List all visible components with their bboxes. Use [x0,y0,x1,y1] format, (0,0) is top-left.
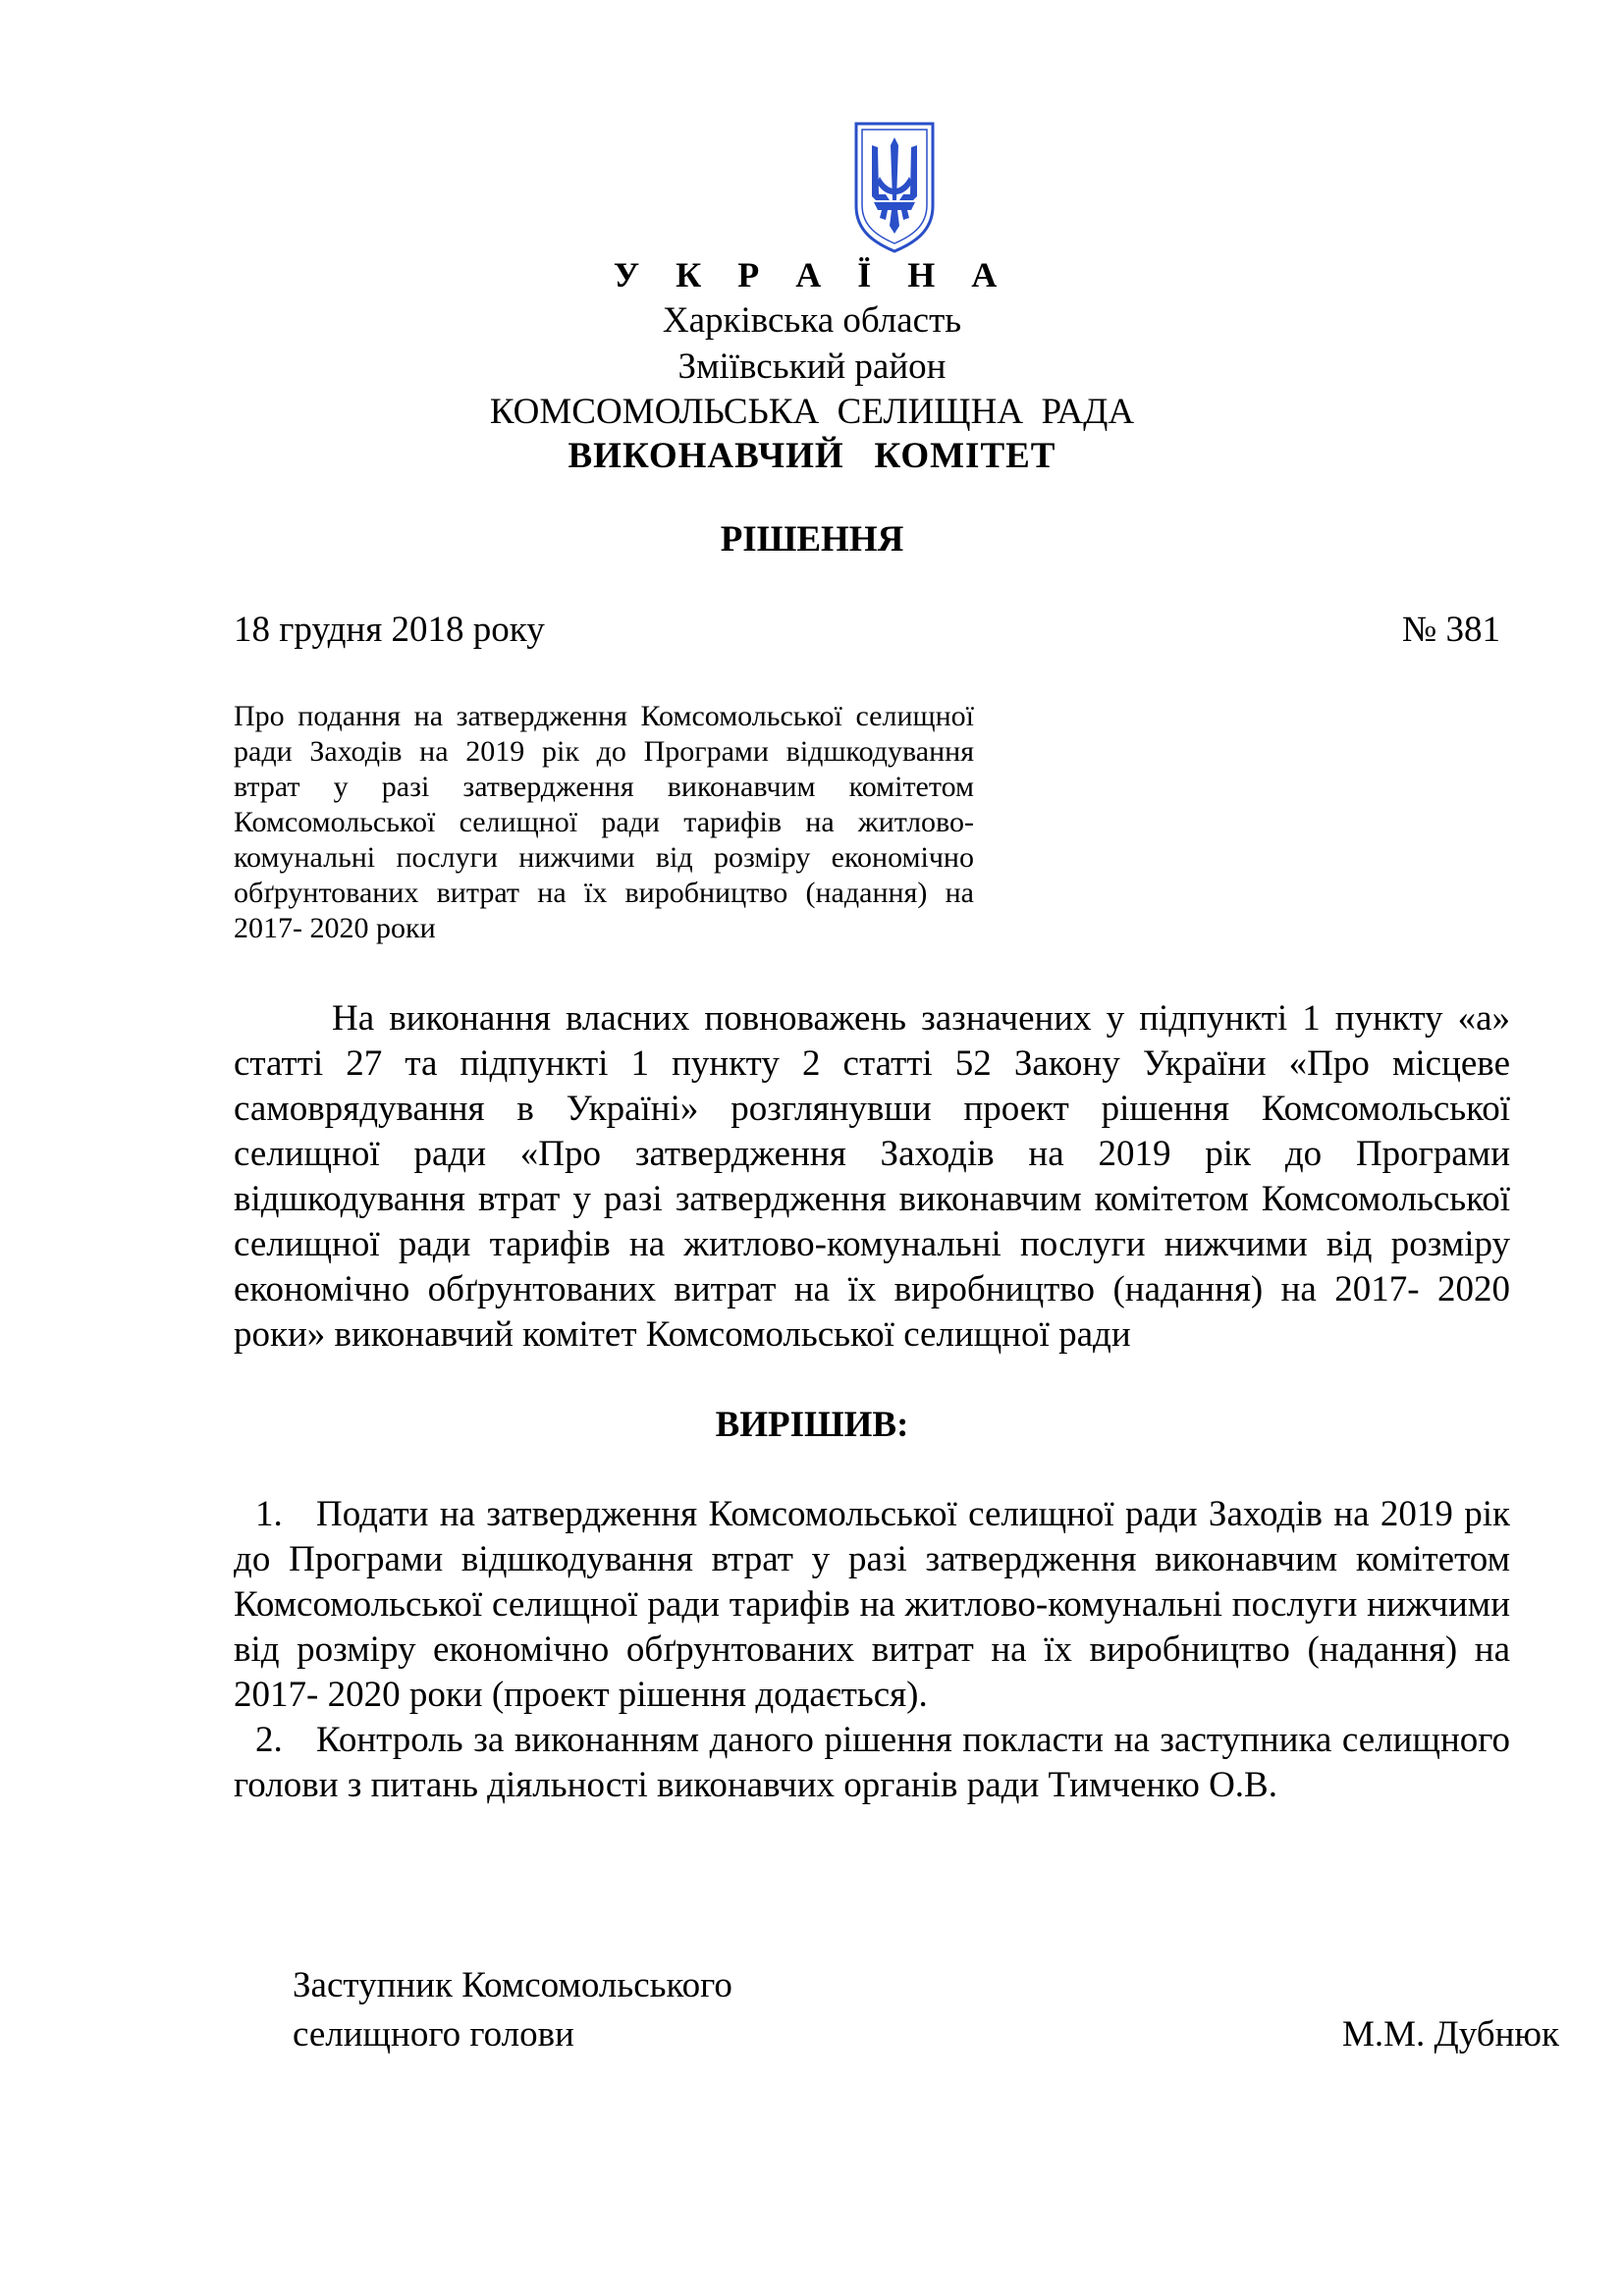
item-text: Контроль за виконанням даного рішення покласти на заступника селищного голови з питань діяльності виконавчих органів ради Тимченко О.В. [234,1720,1510,1805]
oblast-name: Харківська область [662,300,962,341]
ukraine-coat-of-arms-icon [850,116,939,253]
document-date: 18 грудня 2018 року [234,610,545,650]
document-preamble: На виконання власних повноважень зазначених у підпункті 1 пункту «а» статті 27 та підпункті 1 пункту 2 статті 52 Закону України «Про місцеве самоврядування в Україні» розглянувши проект рішення Комсомольської селищної ради «Про затвердження Заходів на 2019 рік до Програми відшкодування втрат у разі затвердження виконавчим комітетом Комсомольської селищної ради тарифів на житлово-комунальні послуги нижчими від розміру економічно обґрунтованих витрат на їх виробництво (надання) на 2017- 2020 роки» виконавчий комітет Комсомольської селищної ради [234,998,1510,1355]
council-name: КОМСОМОЛЬСЬКА СЕЛИЩНА РАДА [489,392,1135,432]
committee-name: ВИКОНАВЧИЙ КОМІТЕТ [568,436,1056,476]
signer-position-line1: Заступник Комсомольського [293,1965,732,2005]
signer-name: М.М. Дубнюк [1341,2014,1559,2055]
item-text: Подати на затвердження Комсомольської селищної ради Заходів на 2019 рік до Програми відшкодування втрат у разі затвердження виконавчим комітетом Комсомольської селищної ради тарифів на житлово-комунальні послуги нижчими від розміру економічно обґрунтованих витрат на їх виробництво (надання) на 2017- 2020 роки (проект рішення додається). [234,1494,1510,1715]
resolution-items [234,1492,1510,1808]
item-number: 2. [255,1720,283,1760]
rayon-name: Зміївський район [677,347,947,387]
item-number: 1. [255,1494,283,1534]
signature-block [293,1961,1559,2059]
resolution-item [234,1492,1510,1718]
country-name: У К Р А Ї Н А [613,255,1011,294]
resolution-item [234,1718,1510,1808]
resolve-heading: ВИРІШИВ: [715,1405,909,1445]
document-number: № 381 [1401,610,1500,650]
signer-position-line2: селищного голови [293,2014,574,2055]
document-type: РІШЕННЯ [720,519,904,560]
document-subject: Про подання на затвердження Комсомольської селищної ради Заходів на 2019 рік до Програми відшкодування втрат у разі затвердження виконавчим комітетом Комсомольської селищної ради тарифів на житлово-комунальні послуги нижчими від розміру економічно обґрунтованих витрат на їх виробництво (надання) на 2017- 2020 роки [234,700,974,944]
